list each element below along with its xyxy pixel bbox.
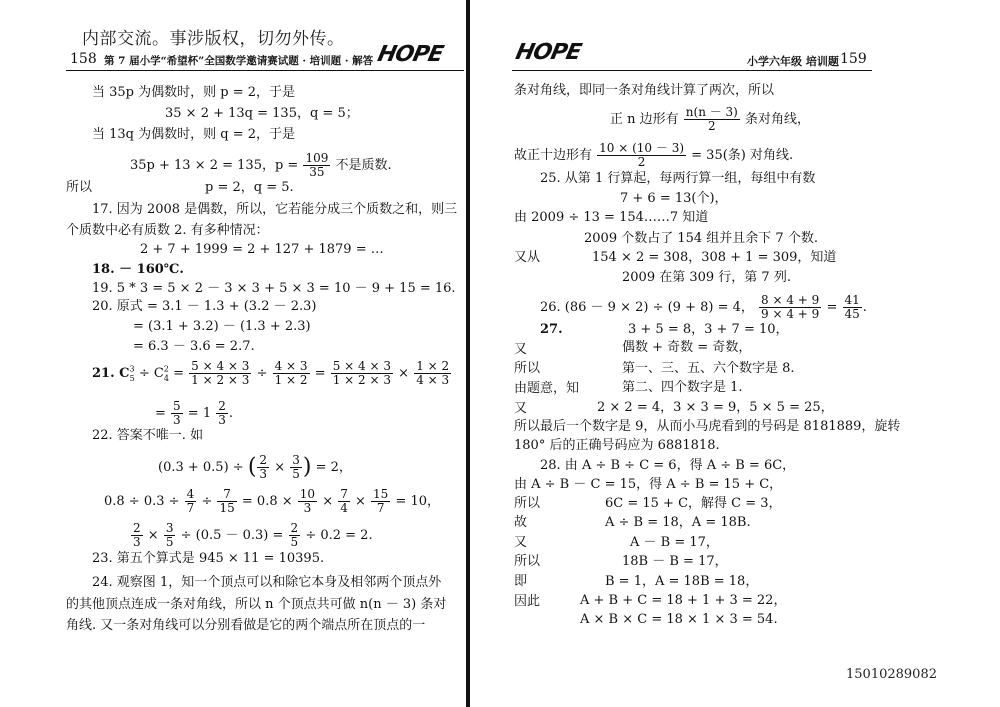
text-line: 27. [540,322,563,337]
text-line: 17. 因为 2008 是偶数，所以，它若能分成三个质数之和，则三 [92,202,458,217]
text-line: 所以 [514,554,541,569]
text-line: B = 1，A = 18B = 18， [605,574,759,589]
watermark-text: 内部交流。事涉版权，切勿外传。 [82,29,345,49]
right-page [472,0,1000,707]
equation-line: (0.3 + 0.5) ÷ ( $\frac{2}{3}$ × $\frac{3}{5}$ ) = 2， [158,453,352,481]
text-line: 22. 答案不唯一. 如 [92,428,204,443]
header-rule [512,70,872,71]
text-line: 由 2009 ÷ 13 = 154……7 知道 [514,210,709,225]
header-rule [66,70,464,71]
text-line: 由题意，知 [514,381,580,396]
book-spine [466,0,470,707]
text-line: 所以 [514,361,541,376]
text-line: 2009 个数占了 154 组并且余下 7 个数. [584,231,818,246]
text-line: 个质数中必有质数 2. 有多种情况： [66,223,269,238]
text-line: 故 [514,515,528,530]
phone-number: 15010289082 [846,667,937,682]
text-line: 20. 原式 = 3.1 － 1.3 + (3.2 － 2.3) [92,299,317,314]
text-line: 第二、四个数字是 1. [622,380,743,395]
text-line: 条对角线，即同一条对角线计算了两次，所以 [514,83,775,98]
text-line: 又 [514,342,528,357]
text-line: 2009 在第 309 行，第 7 列. [622,270,791,285]
text-line: 180° 后的正确号码应为 6881818. [514,438,720,453]
equation-line: 35p + 13 × 2 = 135，p = $\frac{109}{35}$ 不是质数. [130,151,392,179]
equation-line: 正 n 边形有 $\frac{n(n - 3)}{2}$ 条对角线， [610,105,811,133]
hope-logo: HOPE [375,42,445,67]
right-page-number: 159 [840,51,867,67]
text-line: 当 35p 为偶数时，则 p = 2，于是 [92,85,296,100]
text-line: 7 + 6 = 13(个)， [620,191,728,206]
text-line: 19. 5 * 3 = 5 × 2 － 3 × 3 + 5 × 3 = 10 － 9 + 15 = 16. [92,281,456,296]
text-line: 因此 [514,594,541,609]
text-line: 6C = 15 + C，解得 C = 3， [605,496,782,511]
combination-equation: 21. $C^3_5 \div C^2_4$ = $\frac{5 \times 4 \times 3}{1 \times 2 \times 3}$ ÷ $\frac{4 \times 3}{1 \times 2}$ = $\frac{5 \times 4 \times 3}{1 \times 2 \times 3}$ × $\frac{1 \times 2}{4 \times 3}$ [92,359,450,387]
text-line: 24. 观察图 1，知一个顶点可以和除它本身及相邻两个顶点外 [92,575,442,590]
text-line: 又 [514,535,528,550]
text-line: 当 13q 为偶数时，则 q = 2，于是 [92,127,296,142]
text-line: 又从 [514,250,541,265]
text-line: 的其他顶点连成一条对角线，所以 n 个顶点共可做 n(n － 3) 条对 [66,597,447,612]
left-header-title: 第 7 届小学“希望杯”全国数学邀请赛试题 · 培训题 · 解答 [104,55,374,67]
left-page-number: 158 [70,51,97,67]
text-line: 又 [514,401,528,416]
text-line: 154 × 2 = 308，308 + 1 = 309，知道 [592,250,837,265]
text-line: p = 2，q = 5. [205,180,294,195]
text-line: = (3.1 + 3.2) － (1.3 + 2.3) [133,319,311,334]
text-line: 角线. 又一条对角线可以分别看做是它的两个端点所在顶点的一 [66,618,426,633]
equation-line: 26. (86 － 9 × 2) ÷ (9 + 8) = 4， $\frac{8 \times 4 + 9}{9 \times 4 + 9}$ = $\frac{41}{45}$ . [540,293,867,321]
text-line: 第一、三、五、六个数字是 8. [622,361,795,376]
equation-line: 0.8 ÷ 0.3 ÷ $\frac{4}{7}$ ÷ $\frac{7}{15}$ = 0.8 × $\frac{10}{3}$ × $\frac{7}{4}$ × $\frac{15}{7}$ = 10， [104,487,441,515]
text-line: 所以 [66,180,93,195]
text-line: 3 + 5 = 8，3 + 7 = 10， [628,322,789,337]
text-line: 28. 由 A ÷ B ÷ C = 6，得 A ÷ B = 6C， [540,458,796,473]
text-line: 2 × 2 = 4，3 × 3 = 9，5 × 5 = 25， [597,400,834,415]
text-line: 2 + 7 + 1999 = 2 + 127 + 1879 = … [140,242,384,257]
equation-line: $\frac{2}{3}$ × $\frac{3}{5}$ ÷ (0.5 － 0.3) = $\frac{2}{5}$ ÷ 0.2 = 2. [133,521,373,549]
text-line: A － B = 17， [630,535,719,550]
equation-line: 故正十边形有 $\frac{10 \times (10 - 3)}{2}$ = 35(条) 对角线. [514,141,794,169]
hope-logo: HOPE [513,40,583,65]
left-page [0,0,465,707]
text-line: 35 × 2 + 13q = 135，q = 5； [165,106,359,121]
text-line: 18B － B = 17， [622,554,728,569]
text-line: 由 A ÷ B － C = 15，得 A ÷ B = 15 + C， [514,477,783,492]
text-line: A × B × C = 18 × 1 × 3 = 54. [580,612,778,627]
text-line: 25. 从第 1 行算起，每两行算一组，每组中有数 [540,171,816,186]
text-line: A ÷ B = 18，A = 18B. [605,515,751,530]
text-line: = 6.3 － 3.6 = 2.7. [133,339,255,354]
text-line: 即 [514,574,528,589]
text-line: 所以最后一个数字是 9，从而小马虎看到的号码是 8181889，旋转 [514,419,901,434]
text-line: 偶数 + 奇数 = 奇数， [622,340,752,355]
text-line: 23. 第五个算式是 945 × 11 = 10395. [92,551,325,566]
combination-result: = $\frac{5}{3}$ = 1 $\frac{2}{3}$ . [155,399,234,427]
text-line: 18. － 160℃. [92,262,184,277]
text-line: A + B + C = 18 + 1 + 3 = 22， [580,593,787,608]
right-header-title: 小学六年级 培训题 [747,55,839,68]
text-line: 所以 [514,496,541,511]
